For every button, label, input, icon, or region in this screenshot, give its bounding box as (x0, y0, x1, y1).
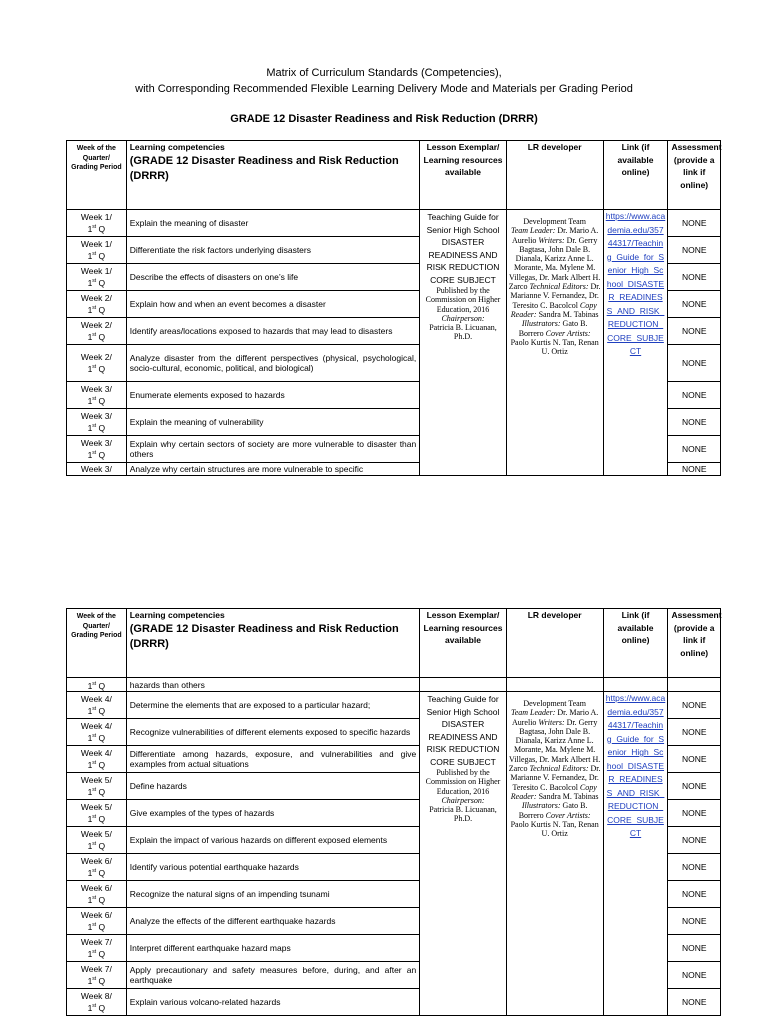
week-label: Week 6/ (80, 883, 112, 894)
quarter-label: Q (96, 680, 106, 691)
competency-cell: Differentiate among hazards, exposure, and vulnerabilities and give examples from actual situations (126, 746, 420, 773)
week-label: Week 7/ (80, 937, 112, 948)
lr-editors-label: Technical Editors: (529, 282, 589, 292)
week-cell (67, 264, 127, 291)
assessment-cell: NONE (668, 382, 721, 409)
competency-cell: Explain how and when an event becomes a disaster (126, 291, 420, 318)
quarter-num: 1 (87, 975, 93, 986)
quarter-suffix: st (92, 1003, 97, 1010)
table-header-row (67, 609, 721, 678)
quarter-label: Q (96, 948, 106, 959)
assessment-cell: NONE (668, 692, 721, 719)
week-label: Week 7/ (80, 964, 112, 975)
lesson-exemplar-cell (420, 692, 507, 1016)
quarter-label: Q (96, 223, 106, 234)
quarter-suffix: st (92, 680, 97, 687)
link-cell (603, 692, 668, 1016)
quarter-label: Q (96, 395, 106, 406)
competency-cell: Differentiate the risk factors underlying disasters (126, 237, 420, 264)
quarter-num: 1 (87, 840, 93, 851)
assessment-cell: NONE (668, 881, 721, 908)
quarter-num: 1 (87, 948, 93, 959)
header-week: Week of the Quarter/ Grading Period (67, 141, 127, 210)
lr-copy-label: Copy Reader: (510, 300, 597, 319)
competency-cell: Explain the meaning of vulnerability (126, 409, 420, 436)
lr-leader-label: Team Leader: (511, 226, 556, 236)
quarter-label: Q (96, 705, 106, 716)
lesson-guide-title: Teaching Guide for Senior High School DISASTER READINESS AND RISK REDUCTION CORE SUBJECT (426, 212, 500, 285)
week-cell (67, 345, 127, 382)
lr-copy-label: Copy Reader: (510, 782, 597, 801)
assessment-cell: NONE (668, 237, 721, 264)
lr-illus: Gato B. Borrero (518, 319, 588, 338)
week-label: Week 4/ (80, 748, 112, 759)
assessment-cell: NONE (668, 773, 721, 800)
table-row (67, 692, 721, 719)
quarter-num: 1 (87, 223, 93, 234)
week-label: Week 4/ (80, 721, 112, 732)
competency-cell: Interpret different earthquake hazard maps (126, 935, 420, 962)
assessment-cell: NONE (668, 746, 721, 773)
week-label: Week 2/ (80, 352, 112, 363)
lr-team: Development Team (523, 217, 586, 226)
competency-cell: Analyze why certain structures are more vulnerable to specific (126, 463, 420, 476)
week-cell (67, 746, 127, 773)
week-label: Week 6/ (80, 856, 112, 867)
quarter-suffix: st (92, 423, 97, 430)
week-cell (67, 827, 127, 854)
quarter-label: Q (96, 921, 106, 932)
lr-leader: Dr. Mario A. Aurelio (511, 708, 599, 727)
header-assessment: Assessment (provide a link if online) (668, 141, 721, 210)
competency-cell: Describe the effects of disasters on one’s life (126, 264, 420, 291)
week-cell (67, 854, 127, 881)
quarter-suffix: st (92, 396, 97, 403)
header-lr-developer: LR developer (506, 609, 603, 678)
lr-cover: Paolo Kurtis N. Tan, Renan U. Ortiz (510, 819, 599, 839)
week-label: Week 6/ (80, 910, 112, 921)
lr-cover: Paolo Kurtis N. Tan, Renan U. Ortiz (510, 337, 599, 357)
quarter-num: 1 (87, 250, 93, 261)
week-label: Week 2/ (80, 293, 112, 304)
lr-writers-label: Writers: (538, 717, 565, 727)
quarter-label: Q (96, 363, 106, 374)
quarter-suffix: st (92, 868, 97, 875)
assessment-cell: NONE (668, 345, 721, 382)
week-label: Week 5/ (80, 775, 112, 786)
week-cell (67, 291, 127, 318)
quarter-suffix: st (92, 224, 97, 231)
quarter-num: 1 (87, 449, 93, 460)
competency-cell: Apply precautionary and safety measures before, during, and after an earthquake (126, 962, 420, 989)
quarter-suffix: st (92, 787, 97, 794)
quarter-num: 1 (87, 759, 93, 770)
lesson-chair-label: Chairperson: (441, 313, 485, 323)
quarter-label: Q (96, 786, 106, 797)
lr-developer-cell (506, 210, 603, 476)
quarter-label: Q (96, 840, 106, 851)
quarter-num: 1 (87, 894, 93, 905)
week-cell (67, 382, 127, 409)
quarter-num: 1 (87, 395, 93, 406)
header-lr-developer: LR developer (506, 141, 603, 210)
empty-cell (603, 678, 668, 692)
table-row (67, 678, 721, 692)
competency-cell: Recognize the natural signs of an impending tsunami (126, 881, 420, 908)
week-cell (67, 908, 127, 935)
lesson-guide-title: Teaching Guide for Senior High School DISASTER READINESS AND RISK REDUCTION CORE SUBJECT (426, 694, 500, 767)
week-label: Week 1/ (80, 212, 112, 223)
week-cell (67, 935, 127, 962)
assessment-cell: NONE (668, 719, 721, 746)
quarter-label: Q (96, 331, 106, 342)
competency-cell: Analyze the effects of the different earthquake hazards (126, 908, 420, 935)
assessment-cell: NONE (668, 827, 721, 854)
lr-writers: Dr. Gerry Bagtasa, John Dale B. Dianala, Karizz Anne L. Morante, Ma. Mylene M. Villegas, Dr. Mark Albert H. Zarco (508, 235, 601, 292)
quarter-suffix: st (92, 364, 97, 371)
quarter-num: 1 (87, 680, 93, 691)
lr-illus-label: Illustrators: (521, 801, 561, 811)
competency-cell: Identify various potential earthquake hazards (126, 854, 420, 881)
assessment-cell: NONE (668, 962, 721, 989)
quarter-suffix: st (92, 305, 97, 312)
week-label: Week 4/ (80, 694, 112, 705)
document-title-line2: with Corresponding Recommended Flexible Learning Delivery Mode and Materials per Grading Period (135, 83, 633, 95)
lr-illus-label: Illustrators: (521, 319, 561, 329)
quarter-num: 1 (87, 331, 93, 342)
week-label: Week 5/ (80, 802, 112, 813)
quarter-label: Q (96, 1002, 106, 1013)
quarter-label: Q (96, 894, 106, 905)
curriculum-table-2 (66, 608, 721, 1016)
week-cell (67, 881, 127, 908)
quarter-suffix: st (92, 733, 97, 740)
week-cell (67, 436, 127, 463)
quarter-suffix: st (92, 814, 97, 821)
week-cell (67, 318, 127, 345)
table-header-row (67, 141, 721, 210)
assessment-cell: NONE (668, 436, 721, 463)
lr-copy: Sandra M. Tabinas (538, 309, 599, 319)
quarter-num: 1 (87, 304, 93, 315)
header-lc-subject: (GRADE 12 Disaster Readiness and Risk Reduction (DRRR) (129, 622, 399, 650)
competency-cell: Explain various volcano-related hazards (126, 989, 420, 1016)
quarter-label: Q (96, 759, 106, 770)
quarter-num: 1 (87, 813, 93, 824)
assessment-cell: NONE (668, 264, 721, 291)
week-cell (67, 962, 127, 989)
curriculum-table-1 (66, 140, 721, 476)
quarter-suffix: st (92, 278, 97, 285)
assessment-cell: NONE (668, 800, 721, 827)
empty-cell (506, 678, 603, 692)
quarter-num: 1 (87, 1002, 93, 1013)
assessment-cell: NONE (668, 908, 721, 935)
quarter-suffix: st (92, 976, 97, 983)
quarter-num: 1 (87, 363, 93, 374)
week-cell (67, 463, 127, 476)
competency-cell: Analyze disaster from the different perspectives (physical, psychological, socio-cultural, economic, political, and biological) (126, 345, 420, 382)
quarter-suffix: st (92, 450, 97, 457)
lesson-publisher: Published by the Commission on Higher Education, 2016 (425, 768, 501, 796)
quarter-suffix: st (92, 332, 97, 339)
assessment-cell: NONE (668, 409, 721, 436)
week-label: Week 3/ (80, 464, 112, 474)
assessment-cell: NONE (668, 291, 721, 318)
header-lc-label: Learning competencies (129, 142, 225, 152)
competency-cell: Define hazards (126, 773, 420, 800)
document-subject-title: GRADE 12 Disaster Readiness and Risk Reduction (DRRR) (230, 113, 538, 125)
header-link: Link (if available online) (603, 141, 668, 210)
lr-illus: Gato B. Borrero (518, 801, 588, 820)
competency-cell: hazards than others (126, 678, 420, 692)
lr-leader-label: Team Leader: (511, 708, 556, 718)
header-lesson-exemplar: Lesson Exemplar/ Learning resources available (420, 609, 507, 678)
quarter-label: Q (96, 449, 106, 460)
week-label: Week 8/ (80, 991, 112, 1002)
competency-cell: Give examples of the types of hazards (126, 800, 420, 827)
quarter-suffix: st (92, 760, 97, 767)
header-learning-competencies (126, 141, 420, 210)
competency-cell: Enumerate elements exposed to hazards (126, 382, 420, 409)
week-cell (67, 409, 127, 436)
quarter-num: 1 (87, 867, 93, 878)
week-cell (67, 692, 127, 719)
lr-leader: Dr. Mario A. Aurelio (511, 226, 599, 245)
week-label: Week 3/ (80, 384, 112, 395)
quarter-num: 1 (87, 921, 93, 932)
quarter-num: 1 (87, 422, 93, 433)
quarter-num: 1 (87, 786, 93, 797)
quarter-label: Q (96, 732, 106, 743)
week-cell (67, 210, 127, 237)
lr-editors: Dr. Marianne V. Fernandez, Dr. Teresito C. Bacolcol (510, 764, 601, 792)
lesson-chair-name: Patricia B. Licuanan, Ph.D. (429, 323, 497, 342)
lr-writers-label: Writers: (538, 235, 565, 245)
week-cell (67, 719, 127, 746)
table-row (67, 210, 721, 237)
week-label: Week 5/ (80, 829, 112, 840)
assessment-cell: NONE (668, 463, 721, 476)
week-label: Week 1/ (80, 266, 112, 277)
quarter-suffix: st (92, 251, 97, 258)
assessment-cell: NONE (668, 210, 721, 237)
lr-copy: Sandra M. Tabinas (538, 791, 599, 801)
lesson-chair-name: Patricia B. Licuanan, Ph.D. (429, 805, 497, 824)
lesson-publisher: Published by the Commission on Higher Education, 2016 (425, 286, 501, 314)
quarter-suffix: st (92, 706, 97, 713)
week-label: Week 1/ (80, 239, 112, 250)
header-lc-subject: (GRADE 12 Disaster Readiness and Risk Reduction (DRRR) (129, 154, 399, 182)
week-cell (67, 989, 127, 1016)
assessment-cell: NONE (668, 318, 721, 345)
header-assessment: Assessment (provide a link if online) (668, 609, 721, 678)
lr-team: Development Team (523, 699, 586, 708)
lr-editors: Dr. Marianne V. Fernandez, Dr. Teresito C. Bacolcol (510, 282, 601, 310)
lr-developer-cell (506, 692, 603, 1016)
link-cell (603, 210, 668, 476)
assessment-cell: NONE (668, 989, 721, 1016)
quarter-label: Q (96, 277, 106, 288)
competency-cell: Explain why certain sectors of society are more vulnerable to disaster than others (126, 436, 420, 463)
week-label: Week 2/ (80, 320, 112, 331)
week-label: Week 3/ (80, 438, 112, 449)
competency-cell: Determine the elements that are exposed to a particular hazard; (126, 692, 420, 719)
week-label: Week 3/ (80, 411, 112, 422)
quarter-label: Q (96, 813, 106, 824)
competency-cell: Recognize vulnerabilities of different elements exposed to specific hazards (126, 719, 420, 746)
resource-link[interactable]: https://www.academia.edu/35744317/Teaching_Guide_for_Senior_High_School_DISASTER_READINESS_AND_RISK_REDUCTION_CORE_SUBJECT (605, 211, 666, 356)
quarter-label: Q (96, 250, 106, 261)
assessment-cell: NONE (668, 854, 721, 881)
quarter-suffix: st (92, 895, 97, 902)
quarter-suffix: st (92, 922, 97, 929)
week-cell (67, 773, 127, 800)
header-link: Link (if available online) (603, 609, 668, 678)
quarter-suffix: st (92, 841, 97, 848)
header-lc-label: Learning competencies (129, 610, 225, 620)
lesson-chair-label: Chairperson: (441, 795, 485, 805)
resource-link[interactable]: https://www.academia.edu/35744317/Teaching_Guide_for_Senior_High_School_DISASTER_READINESS_AND_RISK_REDUCTION_CORE_SUBJECT (605, 693, 666, 838)
week-cell (67, 678, 127, 692)
competency-cell: Explain the impact of various hazards on different exposed elements (126, 827, 420, 854)
lr-editors-label: Technical Editors: (529, 764, 589, 774)
header-lesson-exemplar: Lesson Exemplar/ Learning resources available (420, 141, 507, 210)
quarter-num: 1 (87, 277, 93, 288)
quarter-suffix: st (92, 949, 97, 956)
lr-cover-label: Cover Artists: (545, 328, 591, 338)
quarter-num: 1 (87, 732, 93, 743)
competency-cell: Explain the meaning of disaster (126, 210, 420, 237)
header-week: Week of the Quarter/ Grading Period (67, 609, 127, 678)
lr-cover-label: Cover Artists: (545, 810, 591, 820)
quarter-num: 1 (87, 705, 93, 716)
header-learning-competencies (126, 609, 420, 678)
assessment-cell: NONE (668, 935, 721, 962)
week-cell (67, 800, 127, 827)
quarter-label: Q (96, 867, 106, 878)
competency-cell: Identify areas/locations exposed to hazards that may lead to disasters (126, 318, 420, 345)
quarter-label: Q (96, 975, 106, 986)
quarter-label: Q (96, 304, 106, 315)
lr-writers: Dr. Gerry Bagtasa, John Dale B. Dianala, Karizz Anne L. Morante, Ma. Mylene M. Villegas, Dr. Mark Albert H. Zarco (508, 717, 601, 774)
lesson-exemplar-cell (420, 210, 507, 476)
week-cell (67, 237, 127, 264)
quarter-label: Q (96, 422, 106, 433)
empty-cell (668, 678, 721, 692)
empty-cell (420, 678, 507, 692)
document-title-line1: Matrix of Curriculum Standards (Competencies), (266, 67, 502, 79)
